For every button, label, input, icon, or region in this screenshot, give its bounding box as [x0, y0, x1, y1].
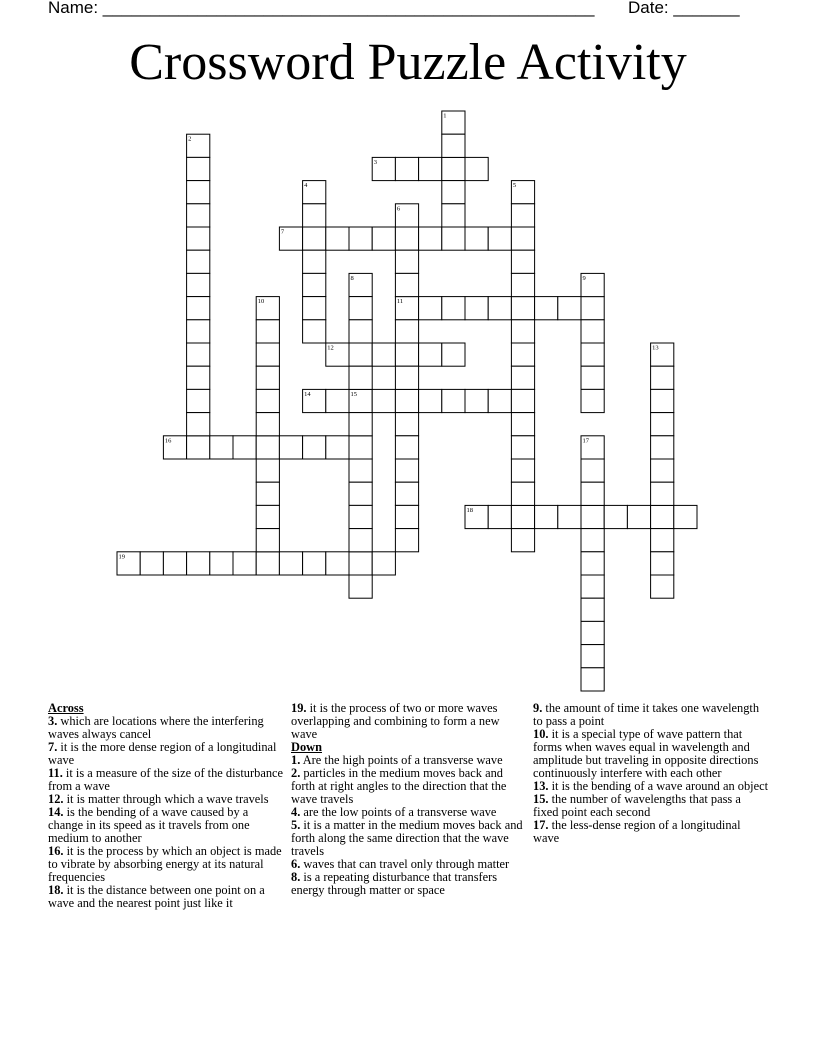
grid-cell[interactable]	[465, 157, 488, 180]
grid-cell[interactable]	[187, 320, 210, 343]
clue-number: 11	[396, 298, 404, 306]
clue-item-number: 13.	[533, 779, 549, 793]
down-clue-list	[291, 754, 527, 897]
clue-item-number: 19.	[291, 701, 307, 715]
grid-cell[interactable]	[581, 598, 604, 621]
grid-cell[interactable]	[442, 181, 465, 204]
clue-item	[533, 819, 769, 845]
grid-cell[interactable]	[511, 297, 534, 320]
grid-cell[interactable]	[303, 250, 326, 273]
grid-cell[interactable]	[349, 343, 372, 366]
grid-cell[interactable]	[511, 250, 534, 273]
grid-cell[interactable]	[627, 505, 650, 528]
grid-cell[interactable]	[511, 320, 534, 343]
clue-item-text: particles in the medium moves back and forth at right angles to the direction that the wave travels	[291, 766, 507, 806]
clue-item-text: it is the process of two or more waves overlapping and combining to form a new wave	[291, 701, 500, 741]
grid-cell[interactable]	[651, 482, 674, 505]
grid-cell[interactable]	[442, 134, 465, 157]
grid-cell[interactable]	[326, 552, 349, 575]
clue-number: 13	[652, 344, 659, 352]
grid-cell[interactable]	[442, 157, 465, 180]
grid-cell[interactable]	[187, 366, 210, 389]
clue-item-number: 15.	[533, 792, 549, 806]
grid-cell[interactable]	[187, 181, 210, 204]
grid-cell[interactable]	[581, 459, 604, 482]
grid-cell[interactable]	[256, 482, 279, 505]
clue-item-text: it is the distance between one point on a wave and the nearest point just like it	[48, 883, 265, 910]
grid-cell[interactable]	[256, 389, 279, 412]
page-title: Crossword Puzzle Activity	[129, 34, 687, 91]
grid-cell[interactable]	[581, 621, 604, 644]
clue-item-number: 6.	[291, 857, 301, 871]
grid-cell[interactable]	[535, 297, 558, 320]
clue-item-text: it is a measure of the size of the disturbance from a wave	[48, 766, 284, 793]
grid-cell[interactable]	[349, 320, 372, 343]
clue-column-2	[291, 702, 527, 897]
clue-item-text: is a repeating disturbance that transfers energy through matter or space	[291, 870, 498, 897]
grid-cell[interactable]	[349, 227, 372, 250]
clue-number: 1	[443, 112, 447, 120]
grid-cell[interactable]	[395, 273, 418, 296]
grid-cell[interactable]	[535, 505, 558, 528]
grid-cell[interactable]	[651, 552, 674, 575]
grid-cell[interactable]	[488, 227, 511, 250]
grid-cell[interactable]	[395, 436, 418, 459]
grid-cell[interactable]	[442, 389, 465, 412]
clue-number: 10	[257, 298, 265, 306]
clue-number: 7	[280, 228, 285, 236]
grid-cell[interactable]	[349, 575, 372, 598]
grid-cell[interactable]	[581, 482, 604, 505]
grid-cell[interactable]	[419, 343, 442, 366]
clue-number: 17	[582, 437, 589, 445]
grid-cell[interactable]	[674, 505, 697, 528]
grid-cell[interactable]	[187, 157, 210, 180]
grid-cell[interactable]	[511, 273, 534, 296]
grid-cell[interactable]	[326, 389, 349, 412]
clue-item	[48, 845, 284, 884]
grid-cell[interactable]	[581, 575, 604, 598]
grid-cell[interactable]	[651, 389, 674, 412]
grid-cell[interactable]	[187, 297, 210, 320]
clue-item-text: it is the bending of a wave around an object	[548, 779, 769, 793]
grid-cell[interactable]	[395, 482, 418, 505]
grid-cell[interactable]	[372, 343, 395, 366]
clue-item-text: which are locations where the interfering waves always cancel	[48, 714, 264, 741]
grid-cell[interactable]	[349, 552, 372, 575]
grid-cell[interactable]	[256, 459, 279, 482]
grid-cell[interactable]	[256, 505, 279, 528]
grid-cell[interactable]	[581, 529, 604, 552]
clue-item-number: 1.	[291, 753, 301, 767]
clue-item-text: is the bending of a wave caused by a change in its speed as it travels from one medium to another	[48, 805, 250, 845]
grid-cell[interactable]	[303, 227, 326, 250]
grid-cell[interactable]	[419, 157, 442, 180]
clue-item-number: 17.	[533, 818, 549, 832]
grid-cell[interactable]	[140, 552, 163, 575]
grid-cell[interactable]	[395, 250, 418, 273]
grid-cell[interactable]	[395, 413, 418, 436]
grid-cell[interactable]	[372, 227, 395, 250]
grid-cell[interactable]	[349, 297, 372, 320]
clue-column-3	[533, 702, 769, 845]
grid-cell[interactable]	[256, 552, 279, 575]
grid-cell[interactable]	[187, 250, 210, 273]
clue-number: 16	[164, 437, 172, 445]
clue-item-text: are the low points of a transverse wave	[300, 805, 497, 819]
clue-item-number: 14.	[48, 805, 64, 819]
grid-cell[interactable]	[349, 366, 372, 389]
clue-number: 3	[373, 158, 377, 166]
grid-cell[interactable]	[303, 552, 326, 575]
grid-cell[interactable]	[395, 505, 418, 528]
grid-cell[interactable]	[256, 343, 279, 366]
grid-cell[interactable]	[442, 204, 465, 227]
grid-cell[interactable]	[419, 227, 442, 250]
grid-cell[interactable]	[187, 273, 210, 296]
clue-item	[291, 702, 527, 741]
grid-cell[interactable]	[279, 436, 302, 459]
grid-cell[interactable]	[187, 343, 210, 366]
clue-item	[291, 871, 527, 897]
grid-cell[interactable]	[303, 204, 326, 227]
clue-item	[533, 702, 769, 728]
grid-cell[interactable]	[326, 227, 349, 250]
down-clue-list-continued	[533, 702, 769, 845]
clue-column-1	[48, 702, 284, 910]
grid-cell[interactable]	[511, 459, 534, 482]
clue-item-text: it is a special type of wave pattern that forms when waves equal in wavelength and amplitude but traveling in opposite directions continuously interfere with each other	[533, 727, 759, 780]
clue-number: 9	[582, 274, 586, 282]
across-heading: Across	[48, 701, 84, 715]
grid-cell[interactable]	[442, 227, 465, 250]
clue-item	[48, 884, 284, 910]
grid-cell[interactable]	[651, 413, 674, 436]
across-clue-list-continued	[291, 702, 527, 741]
clue-item-number: 4.	[291, 805, 301, 819]
clue-number: 5	[512, 182, 517, 190]
grid-cell[interactable]	[395, 459, 418, 482]
grid-cell[interactable]	[187, 436, 210, 459]
grid-cell[interactable]	[187, 227, 210, 250]
clue-item-text: Are the high points of a transverse wave	[300, 753, 503, 767]
grid-cell[interactable]	[511, 529, 534, 552]
grid-cell[interactable]	[233, 436, 256, 459]
clue-number: 12	[327, 344, 334, 352]
grid-cell[interactable]	[581, 389, 604, 412]
grid-cell[interactable]	[349, 482, 372, 505]
clue-item-number: 8.	[291, 870, 301, 884]
grid-cell[interactable]	[395, 366, 418, 389]
clue-item-number: 16.	[48, 844, 64, 858]
grid-cell[interactable]	[511, 204, 534, 227]
grid-cell[interactable]	[395, 320, 418, 343]
clue-item-number: 2.	[291, 766, 301, 780]
grid-cell[interactable]	[233, 552, 256, 575]
grid-cell[interactable]	[651, 575, 674, 598]
grid-cell[interactable]	[326, 436, 349, 459]
grid-cell[interactable]	[511, 227, 534, 250]
name-field-label[interactable]: Name: ____________________________________________________	[48, 0, 595, 17]
clue-item-number: 11.	[48, 766, 63, 780]
grid-cell[interactable]	[349, 459, 372, 482]
clue-item	[48, 806, 284, 845]
clue-item	[48, 715, 284, 741]
grid-cell[interactable]	[395, 227, 418, 250]
grid-cell[interactable]	[349, 529, 372, 552]
grid-cell[interactable]	[442, 343, 465, 366]
across-clue-list	[48, 715, 284, 910]
grid-cell[interactable]	[187, 413, 210, 436]
grid-cell[interactable]	[488, 505, 511, 528]
clue-item-text: the less-dense region of a longitudinal wave	[533, 818, 741, 845]
clue-item-number: 5.	[291, 818, 301, 832]
grid-cell[interactable]	[581, 552, 604, 575]
grid-cell[interactable]	[488, 297, 511, 320]
grid-cell[interactable]	[581, 320, 604, 343]
grid-cell[interactable]	[511, 343, 534, 366]
grid-cell[interactable]	[604, 505, 627, 528]
grid-cell[interactable]	[187, 552, 210, 575]
grid-cell[interactable]	[349, 505, 372, 528]
grid-cell[interactable]	[372, 389, 395, 412]
grid-cell[interactable]	[349, 413, 372, 436]
clue-number: 19	[118, 553, 125, 561]
grid-cell[interactable]	[256, 320, 279, 343]
grid-cell[interactable]	[651, 366, 674, 389]
grid-cell[interactable]	[256, 529, 279, 552]
grid-cell[interactable]	[187, 204, 210, 227]
grid-cell[interactable]	[163, 552, 186, 575]
grid-cell[interactable]	[465, 227, 488, 250]
grid-cell[interactable]	[558, 505, 581, 528]
grid-cell[interactable]	[511, 505, 534, 528]
clue-item-text: it is the more dense region of a longitudinal wave	[48, 740, 277, 767]
clue-item	[533, 728, 769, 780]
clue-item-number: 18.	[48, 883, 64, 897]
grid-cell[interactable]	[651, 436, 674, 459]
clue-item-text: it is the process by which an object is made to vibrate by absorbing energy at its natural frequencies	[48, 844, 282, 884]
grid-cell[interactable]	[210, 552, 233, 575]
clue-number: 6	[396, 205, 401, 213]
grid-cell[interactable]	[581, 343, 604, 366]
clue-number: 15	[350, 390, 357, 398]
grid-cell[interactable]	[372, 552, 395, 575]
grid-cell[interactable]	[395, 157, 418, 180]
grid-cell[interactable]	[465, 389, 488, 412]
grid-cell[interactable]	[651, 459, 674, 482]
clue-number: 4	[304, 182, 308, 190]
grid-cell[interactable]	[395, 529, 418, 552]
grid-cell[interactable]	[187, 389, 210, 412]
grid-cell[interactable]	[651, 529, 674, 552]
grid-cell[interactable]	[511, 366, 534, 389]
grid-cell[interactable]	[511, 389, 534, 412]
down-heading: Down	[291, 740, 322, 754]
clue-item-text: the amount of time it takes one wavelength to pass a point	[533, 701, 760, 728]
grid-cell[interactable]	[511, 413, 534, 436]
grid-cell[interactable]	[349, 436, 372, 459]
clue-item-number: 9.	[533, 701, 543, 715]
grid-cell[interactable]	[395, 389, 418, 412]
grid-cell[interactable]	[465, 297, 488, 320]
clue-number: 18	[466, 506, 473, 514]
clue-item-number: 10.	[533, 727, 549, 741]
grid-cell[interactable]	[581, 505, 604, 528]
clue-item	[291, 767, 527, 806]
grid-cell[interactable]	[303, 297, 326, 320]
clue-number: 2	[188, 135, 192, 143]
grid-cell[interactable]	[303, 273, 326, 296]
grid-cell[interactable]	[511, 436, 534, 459]
date-field-label[interactable]: Date: _______	[628, 0, 740, 17]
clue-item-text: the number of wavelengths that pass a fixed point each second	[533, 792, 741, 819]
grid-cell[interactable]	[581, 668, 604, 691]
grid-cell[interactable]	[256, 436, 279, 459]
clue-item	[48, 741, 284, 767]
grid-cell[interactable]	[651, 505, 674, 528]
clue-item-text: it is matter through which a wave travels	[63, 792, 269, 806]
grid-cell[interactable]	[256, 413, 279, 436]
grid-cell[interactable]	[210, 436, 233, 459]
grid-cell[interactable]	[581, 645, 604, 668]
grid-cell[interactable]	[442, 297, 465, 320]
clue-item-number: 3.	[48, 714, 58, 728]
grid-cell[interactable]	[419, 297, 442, 320]
clue-item-text: waves that can travel only through matter	[300, 857, 510, 871]
grid-cell[interactable]	[303, 436, 326, 459]
grid-cell[interactable]	[558, 297, 581, 320]
clue-item-number: 12.	[48, 792, 64, 806]
grid-cell[interactable]	[419, 389, 442, 412]
grid-cell[interactable]	[395, 343, 418, 366]
grid-cell[interactable]	[511, 482, 534, 505]
grid-cell[interactable]	[279, 552, 302, 575]
clue-item	[48, 767, 284, 793]
clue-number: 14	[304, 390, 311, 398]
grid-cell[interactable]	[581, 297, 604, 320]
clue-item-text: it is a matter in the medium moves back and forth along the same direction that the wave travels	[291, 818, 523, 858]
clue-item-number: 7.	[48, 740, 58, 754]
grid-cell[interactable]	[581, 366, 604, 389]
grid-cell[interactable]	[488, 389, 511, 412]
clue-item	[291, 819, 527, 858]
grid-cell[interactable]	[256, 366, 279, 389]
clue-number: 8	[350, 274, 354, 282]
grid-cell[interactable]	[303, 320, 326, 343]
clue-item	[533, 793, 769, 819]
